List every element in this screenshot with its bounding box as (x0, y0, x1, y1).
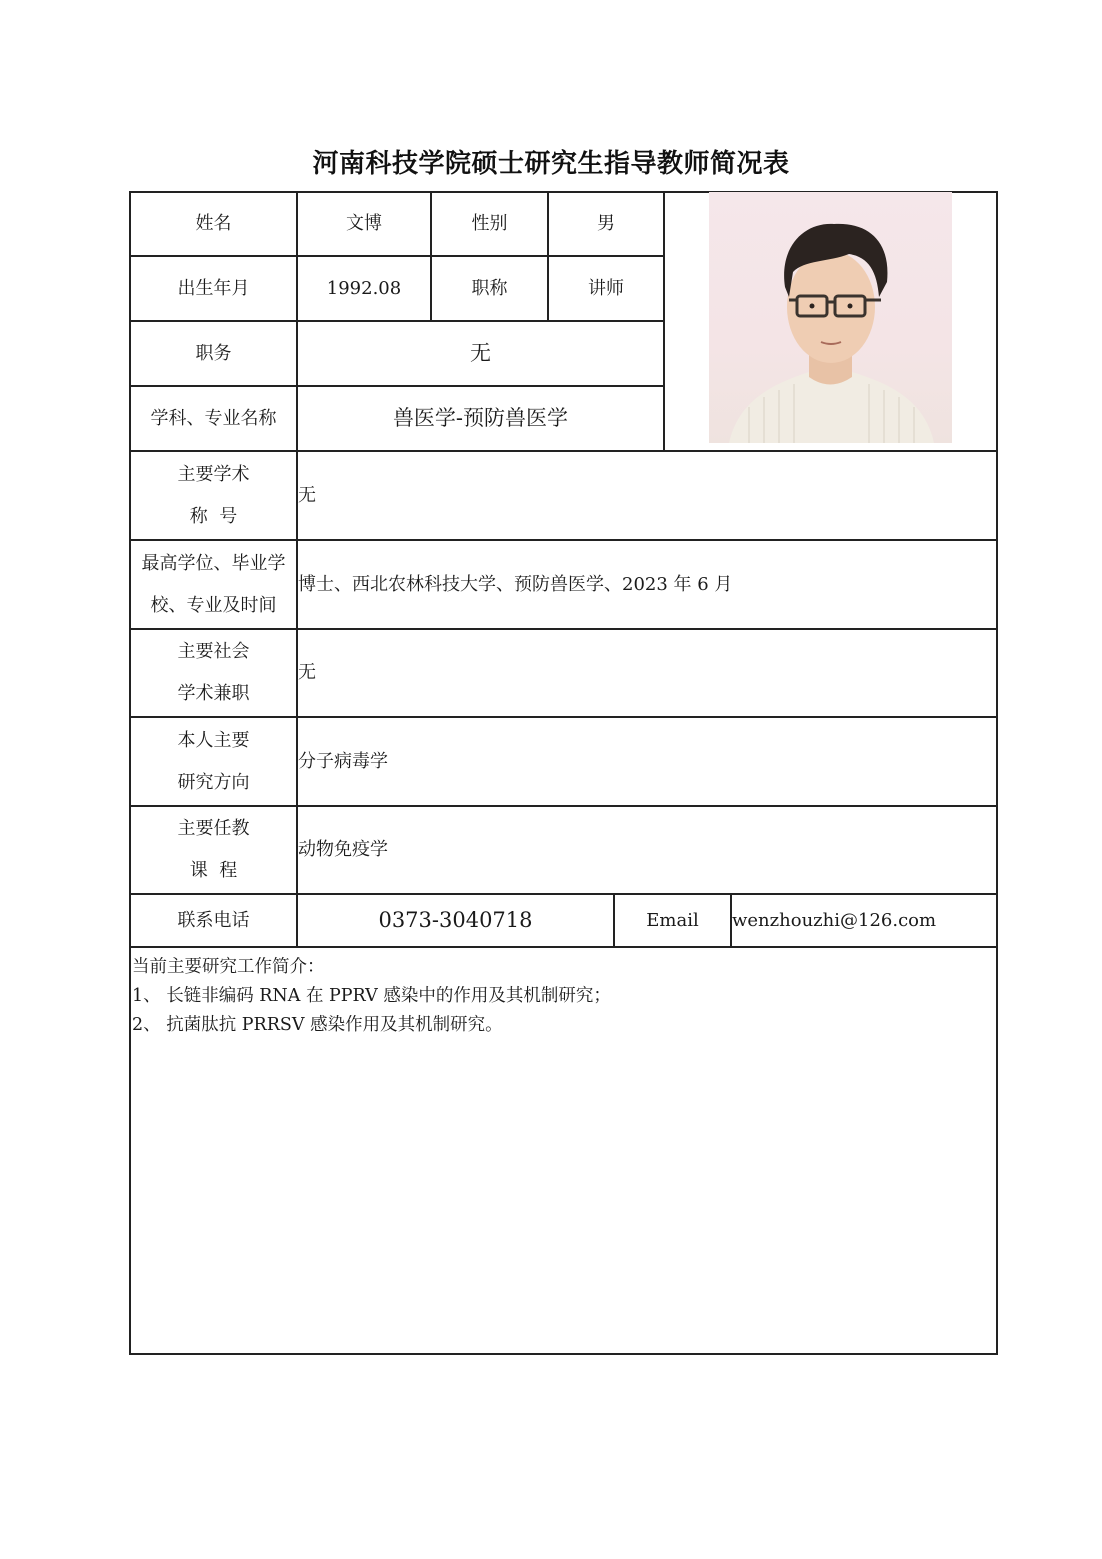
degree-label-line1: 最高学位、毕业学 (141, 552, 286, 574)
page-title: 河南科技学院硕士研究生指导教师简况表 (312, 149, 790, 179)
course-label-line1: 主要任教 (177, 818, 250, 839)
research-value: 分子病毒学 (298, 750, 388, 772)
phone-value: 0373-3040718 (378, 908, 533, 932)
table-border (996, 191, 998, 1355)
intro-heading: 当前主要研究工作简介： (132, 957, 325, 977)
name-label: 姓名 (195, 213, 232, 234)
gender-value: 男 (597, 213, 615, 234)
email-value[interactable]: wenzhouzhi@126.com (732, 909, 937, 931)
social-label-line2: 学术兼职 (177, 683, 250, 704)
name-value: 文博 (346, 213, 382, 234)
intro-item: 1、 长链非编码 RNA 在 PPRV 感染中的作用及其机制研究； (132, 986, 611, 1006)
col-divider (663, 191, 665, 452)
research-intro (132, 953, 611, 1040)
email-label: Email (646, 909, 699, 931)
research-label-line2: 研究方向 (177, 771, 250, 793)
portrait-photo (709, 192, 952, 443)
discipline-label: 学科、专业名称 (150, 407, 277, 429)
degree-value: 博士、西北农林科技大学、预防兽医学、2023 年 6 月 (298, 573, 733, 595)
social-label (131, 630, 296, 716)
honor-label-line1: 主要学术 (177, 463, 250, 485)
course-label (131, 807, 296, 893)
social-value: 无 (298, 662, 316, 683)
intro-item: 2、 抗菌肽抗 PRRSV 感染作用及其机制研究。 (132, 1015, 503, 1035)
gender-label: 性别 (471, 213, 508, 234)
course-value: 动物免疫学 (298, 839, 388, 860)
title-label: 职称 (471, 277, 508, 299)
degree-label-line2: 校、专业及时间 (150, 594, 277, 616)
position-label: 职务 (195, 342, 232, 364)
position-value: 无 (470, 341, 491, 365)
honor-value: 无 (298, 484, 316, 506)
social-label-line1: 主要社会 (177, 641, 250, 662)
discipline-value: 兽医学-预防兽医学 (392, 406, 569, 430)
birth-value: 1992.08 (326, 277, 402, 299)
phone-label: 联系电话 (177, 909, 250, 931)
degree-label (131, 541, 296, 628)
research-label-line1: 本人主要 (177, 729, 250, 751)
person-silhouette-icon (709, 192, 952, 443)
birth-label: 出生年月 (177, 277, 250, 299)
row-divider (130, 946, 998, 948)
table-border (130, 1353, 998, 1355)
title-value: 讲师 (588, 277, 624, 299)
honor-label-line2: 称 号 (189, 505, 238, 527)
course-label-line2: 课 程 (189, 860, 238, 881)
research-label (131, 718, 296, 805)
honor-label (131, 452, 296, 539)
